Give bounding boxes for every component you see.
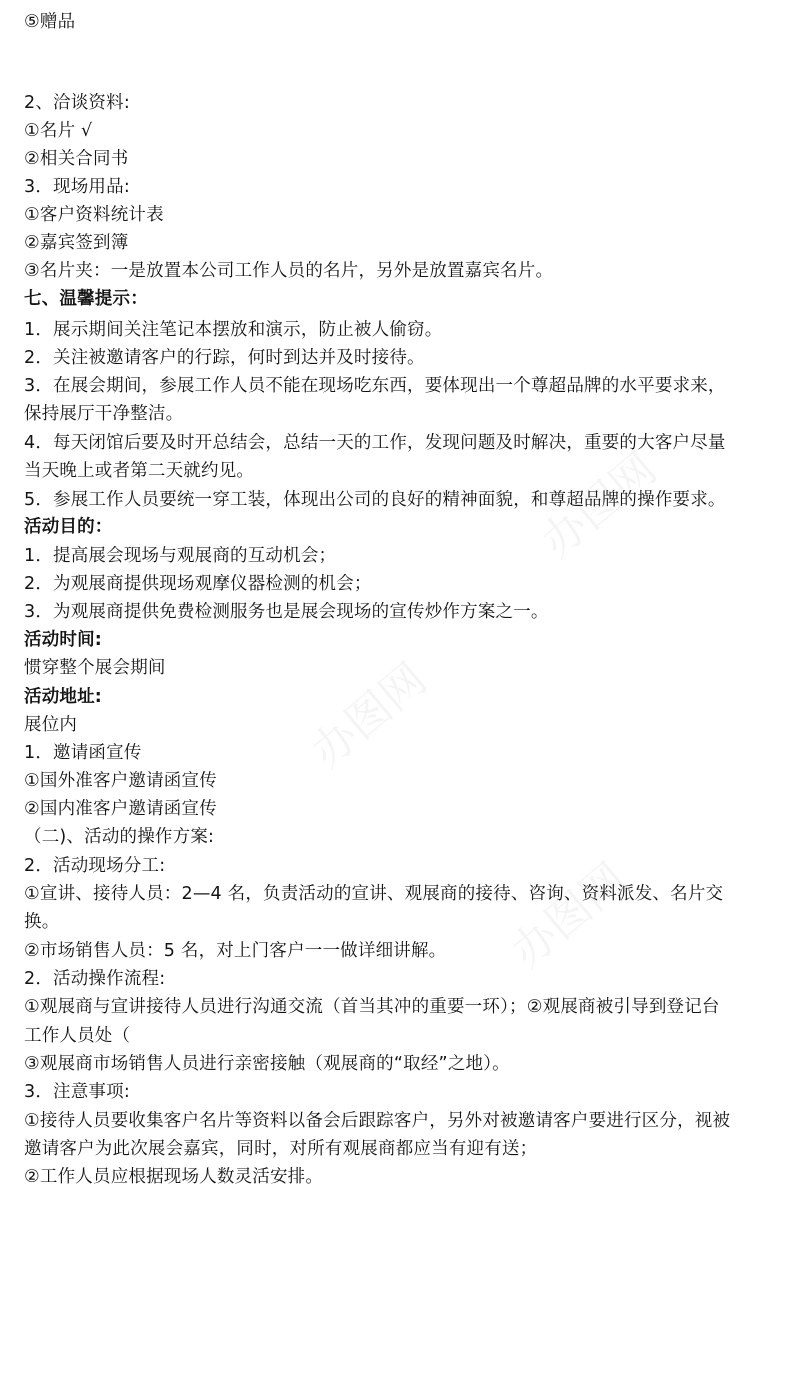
text-line: 5．参展工作人员要统一穿工装，体现出公司的良好的精神面貌，和尊超品牌的操作要求。	[24, 490, 726, 510]
text-line: 保持展厅干净整洁。	[24, 404, 184, 424]
text-line: ③名片夹：一是放置本公司工作人员的名片，另外是放置嘉宾名片。	[24, 261, 554, 281]
text-line: 1．展示期间关注笔记本摆放和演示，防止被人偷窃。	[24, 320, 443, 340]
text-line: 换。	[24, 912, 60, 932]
section-heading: 活动目的：	[24, 517, 113, 537]
text-line: ②相关合同书	[24, 149, 129, 169]
watermark-logo: 办图网	[302, 653, 437, 778]
text-line: ①接待人员要收集客户名片等资料以备会后跟踪客户，另外对被邀请客户要进行区分，视被	[24, 1111, 731, 1131]
watermark-logo: 办图网	[502, 853, 637, 978]
text-line: 惯穿整个展会期间	[24, 658, 166, 678]
watermark-logo: 办图网	[532, 443, 667, 568]
section-heading: 活动时间:	[24, 630, 102, 650]
text-line: 2、洽谈资料:	[24, 93, 130, 113]
text-line: ③观展商市场销售人员进行亲密接触（观展商的“取经”之地）。	[24, 1054, 510, 1074]
text-line: 1．提高展会现场与观展商的互动机会；	[24, 546, 337, 566]
text-line: ②国内准客户邀请函宣传	[24, 799, 217, 819]
text-line: （二)、活动的操作方案:	[24, 827, 215, 847]
text-line: ①国外准客户邀请函宣传	[24, 771, 217, 791]
section-heading: 七、温馨提示：	[24, 289, 148, 309]
text-line: ①观展商与宣讲接待人员进行沟通交流（首当其冲的重要一环）；②观展商被引导到登记台	[24, 997, 720, 1017]
text-line: ②嘉宾签到簿	[24, 233, 129, 253]
text-line: 3．现场用品:	[24, 177, 130, 197]
text-line: ②市场销售人员：5 名，对上门客户一一做详细讲解。	[24, 941, 447, 961]
text-line: 2．活动操作流程:	[24, 969, 166, 989]
text-line: 2．为观展商提供现场观摩仪器检测的机会；	[24, 574, 372, 594]
text-line: 1．邀请函宣传	[24, 743, 142, 763]
text-line: 2．活动现场分工:	[24, 856, 166, 876]
text-line: ①名片 √	[24, 121, 93, 141]
text-line: 2．关注被邀请客户的行踪，何时到达并及时接待。	[24, 348, 425, 368]
text-line: ⑤赠品	[24, 12, 76, 32]
text-line: 3．在展会期间，参展工作人员不能在现场吃东西，要体现出一个尊超品牌的水平要求来，	[24, 376, 726, 396]
text-line: 4．每天闭馆后要及时开总结会，总结一天的工作，发现问题及时解决，重要的大客户尽量	[24, 433, 726, 453]
text-line: ②工作人员应根据现场人数灵活安排。	[24, 1167, 324, 1187]
text-line: ①宣讲、接待人员：2—4 名，负责活动的宣讲、观展商的接待、咨询、资料派发、名片交	[24, 884, 724, 904]
text-line: 展位内	[24, 715, 78, 735]
text-line: ①客户资料统计表	[24, 205, 164, 225]
text-line: 工作人员处（	[24, 1026, 131, 1046]
text-line: 当天晚上或者第二天就约见。	[24, 461, 255, 481]
text-line: 3．注意事项:	[24, 1082, 130, 1102]
text-line: 3．为观展商提供免费检测服务也是展会现场的宣传炒作方案之一。	[24, 602, 549, 622]
section-heading: 活动地址:	[24, 687, 102, 707]
text-line: 邀请客户为此次展会嘉宾，同时，对所有观展商都应当有迎有送；	[24, 1139, 538, 1159]
